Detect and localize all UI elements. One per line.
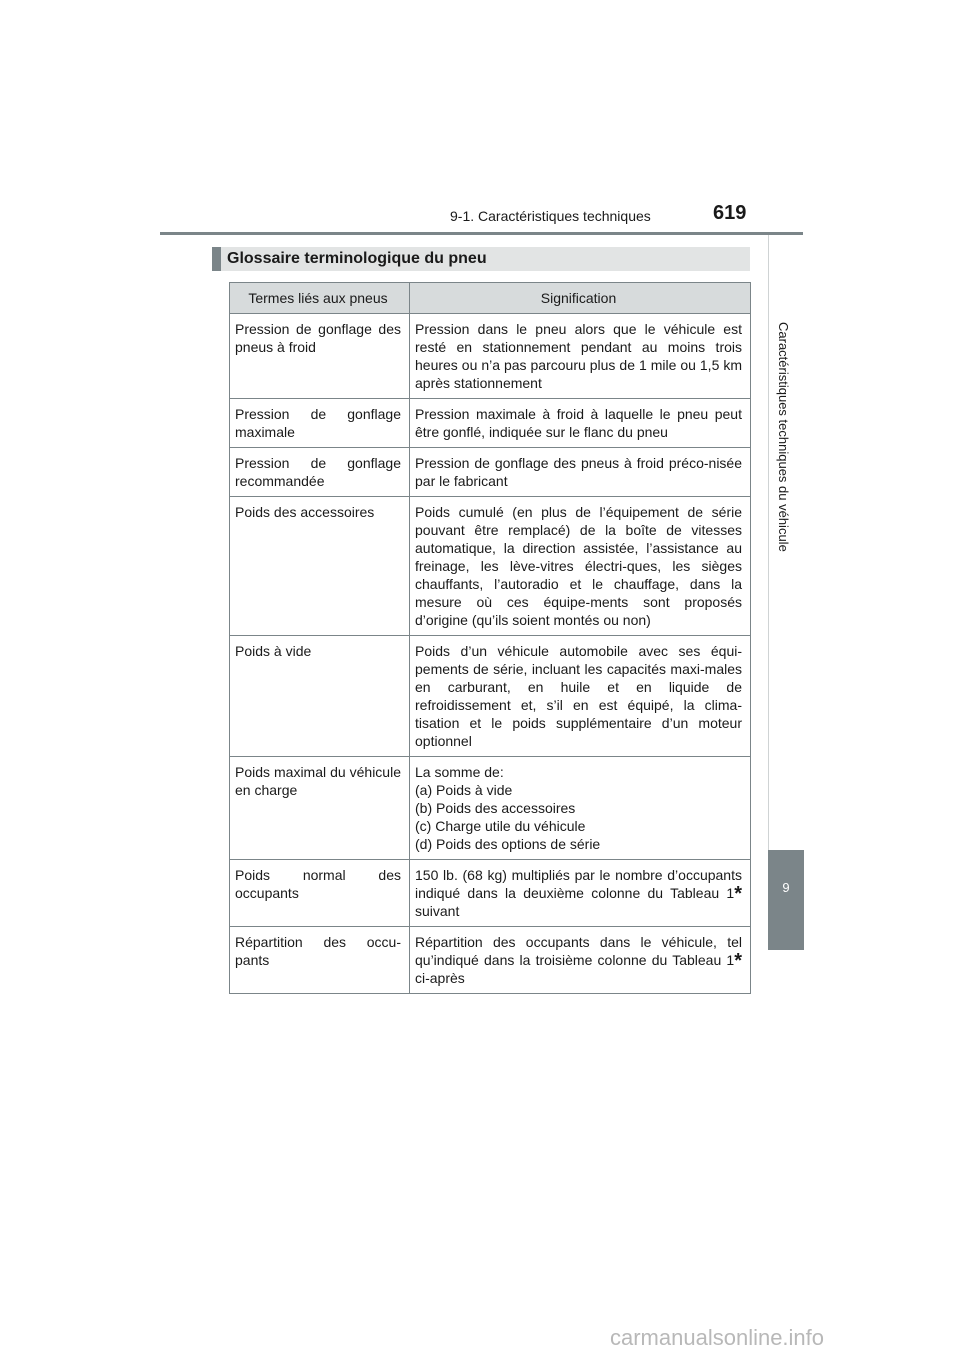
term-cell: Répartition des occu-pants <box>230 927 410 994</box>
term-cell: Pression de gonflage maximale <box>230 399 410 448</box>
definition-text: 150 lb. (68 kg) multipliés par le nombre d’occupants indiqué dans la deuxième colonne du Tableau 1 <box>415 867 742 901</box>
definition-cell <box>410 927 751 994</box>
page-number: 619 <box>713 202 747 224</box>
definition-cell: Pression dans le pneu alors que le véhicule est resté en stationnement pendant au moins trois heures ou n’a pas parcouru plus de 1 mile ou 1,5 km après stationnement <box>410 314 751 399</box>
running-header: 9-1. Caractéristiques techniques <box>450 208 651 224</box>
glossary-table <box>229 282 751 994</box>
term-cell: Poids maximal du véhicule en charge <box>230 757 410 860</box>
table-row <box>230 448 751 497</box>
term-cell: Poids à vide <box>230 636 410 757</box>
table-row <box>230 927 751 994</box>
table-row <box>230 399 751 448</box>
definition-cell: Pression de gonflage des pneus à froid préco-nisée par le fabricant <box>410 448 751 497</box>
section-title: Glossaire terminologique du pneu <box>212 247 750 271</box>
table-header-row <box>230 283 751 314</box>
watermark: carmanualsonline.info <box>610 1325 825 1350</box>
table-row <box>230 314 751 399</box>
definition-cell: Pression maximale à froid à laquelle le pneu peut être gonflé, indiquée sur le flanc du pneu <box>410 399 751 448</box>
header-divider <box>160 232 803 235</box>
column-header-definition: Signification <box>410 283 751 314</box>
definition-text: Répartition des occupants dans le véhicule, tel qu’indiqué dans la troisième colonne du Tableau 1 <box>415 934 742 968</box>
table-row <box>230 757 751 860</box>
footnote-asterisk: * <box>734 950 742 972</box>
definition-cell <box>410 860 751 927</box>
chapter-tab <box>768 850 804 950</box>
table-row <box>230 860 751 927</box>
definition-cell <box>410 757 751 860</box>
term-cell: Pression de gonflage recommandée <box>230 448 410 497</box>
definition-line: (a) Poids à vide <box>415 782 513 798</box>
footnote-asterisk: * <box>734 883 742 905</box>
term-cell: Poids des accessoires <box>230 497 410 636</box>
definition-line: (c) Charge utile du véhicule <box>415 818 586 834</box>
definition-line: (b) Poids des accessoires <box>415 800 576 816</box>
chapter-side-label: Caractéristiques techniques du véhicule <box>776 322 791 552</box>
term-cell: Pression de gonflage des pneus à froid <box>230 314 410 399</box>
table-row <box>230 497 751 636</box>
definition-text-end: ci-après <box>415 970 465 986</box>
definition-line: La somme de: <box>415 764 504 780</box>
term-cell: Poids normal des occupants <box>230 860 410 927</box>
table-row <box>230 636 751 757</box>
definition-line: (d) Poids des options de série <box>415 836 601 852</box>
column-header-term: Termes liés aux pneus <box>230 283 410 314</box>
definition-text-end: suivant <box>415 903 460 919</box>
chapter-number: 9 <box>782 880 790 895</box>
definition-cell: Poids d’un véhicule automobile avec ses équi-pements de série, incluant les capacités maxi-males en carburant, en huile et en liquide de refroidissement et, s’il en est équipé, la clima-tisation et le poids supplémentaire d’un moteur optionnel <box>410 636 751 757</box>
sidebar-divider <box>768 235 769 850</box>
definition-cell: Poids cumulé (en plus de l’équipement de série pouvant être remplacé) de la boîte de vitesses automatique, la direction assistée, l’assistance au freinage, les lève-vitres électri-ques, les sièges chauffants, l’autoradio et le chauffage, dans la mesure où ces équipe-ments sont proposés d’origine (qu’ils soient montés ou non) <box>410 497 751 636</box>
